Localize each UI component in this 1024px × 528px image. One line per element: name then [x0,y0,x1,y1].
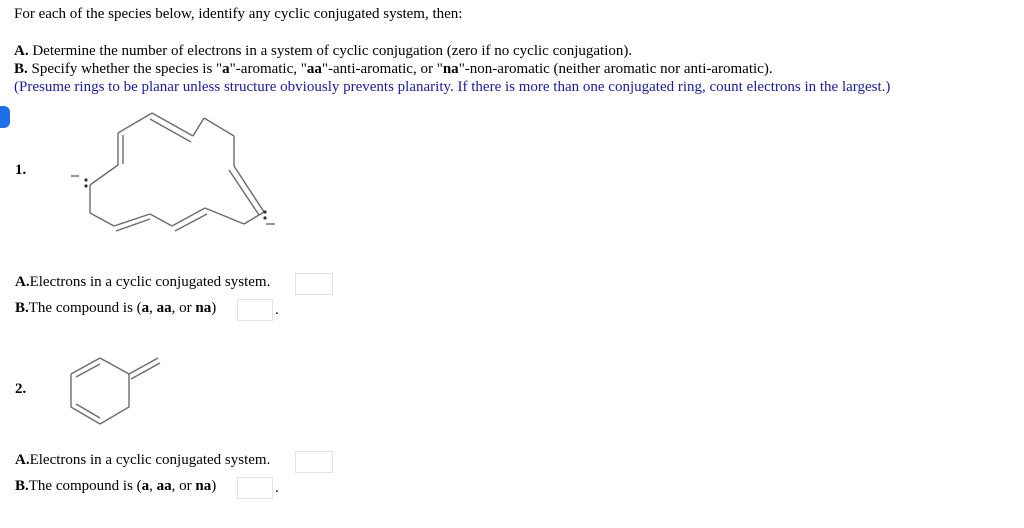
instruction-a-label: A. [14,43,29,59]
question-2-period: . [275,480,279,496]
instruction-b-na: na [442,61,459,77]
question-2-part-a [15,452,270,469]
question-1-period: . [275,302,279,318]
question-1-sep-2: , or [171,300,196,316]
question-2-a-text: Electrons in a cyclic conjugated system. [29,452,271,468]
question-2-electrons-input[interactable] [295,451,333,473]
question-1-sep-1: , [149,300,157,316]
bond [76,404,100,418]
question-1-opt-a: a [141,300,150,316]
question-2-aromaticity-input[interactable] [237,477,273,499]
question-1-opt-aa: aa [156,300,172,316]
question-2-a-label: A. [15,452,30,468]
question-2-part-b [15,478,216,495]
question-2-opt-a: a [141,478,150,494]
question-1-a-label: A. [15,274,30,290]
instruction-b-text-3: "-anti-aromatic, or " [321,61,443,77]
question-2-opt-na: na [195,478,212,494]
instruction-a-text: Determine the number of electrons in a system of cyclic conjugation (zero if no cyclic conjugation). [28,43,633,59]
instruction-b-aa: aa [306,61,322,77]
instruction-b-text-4: "-non-aromatic (neither aromatic nor anti-aromatic). [458,61,773,77]
question-1-opt-na: na [195,300,212,316]
question-1-b-text: The compound is ( [28,300,142,316]
question-2-b-text: The compound is ( [28,478,142,494]
instruction-b-text-1: Specify whether the species is " [27,61,223,77]
question-2-sep-1: , [149,478,157,494]
question-2-b-label: B. [15,478,29,494]
bond [100,358,129,374]
instruction-b-text-2: "-aromatic, " [229,61,307,77]
question-1-close: ) [211,300,217,316]
question-2-number-text: 2. [15,381,27,397]
question-2-sep-2: , or [171,478,196,494]
bond [100,407,129,424]
question-1-number-text: 1. [15,162,27,178]
question-1-a-text: Electrons in a cyclic conjugated system. [29,274,271,290]
question-2-close: ) [211,478,217,494]
question-1-b-label: B. [15,300,29,316]
planarity-note: (Presume rings to be planar unless structure obviously prevents planarity. If there is more than one conjugated ring, count electrons in the largest.) [14,79,891,95]
question-2-opt-aa: aa [156,478,172,494]
intro-text: For each of the species below, identify any cyclic conjugated system, then: [14,6,463,22]
bond [76,364,100,377]
instruction-b-a: a [222,61,230,77]
instruction-b-label: B. [14,61,28,77]
